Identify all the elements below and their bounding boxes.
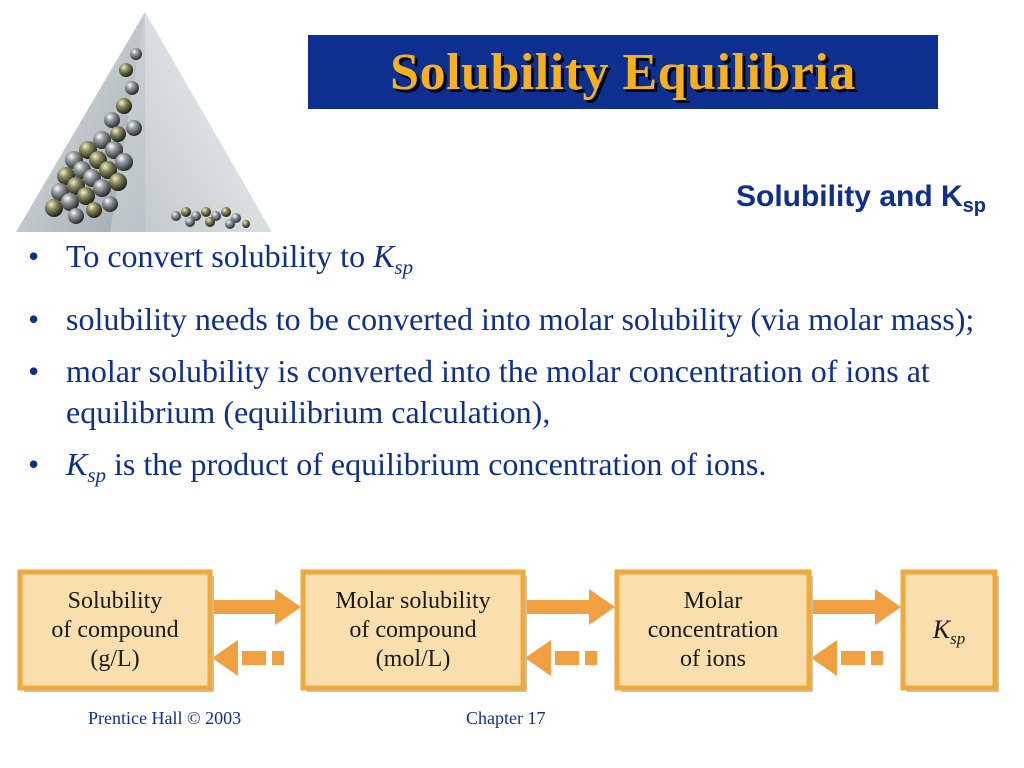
- flow-box-label: Molar: [683, 588, 743, 614]
- subtitle-main: Solubility and K: [735, 180, 963, 213]
- bullet-text: [66, 444, 998, 496]
- slide-subtitle: [736, 180, 986, 218]
- reverse-arrow-head: [212, 640, 238, 676]
- ksp-symbol: K: [66, 446, 88, 482]
- flow-box-label: of compound: [51, 617, 179, 643]
- reverse-arrow-head: [525, 640, 551, 676]
- crystal-pyramid-image: [14, 10, 276, 236]
- bullet-dot: •: [28, 238, 40, 274]
- flow-box-label: Solubility: [67, 588, 163, 614]
- reverse-arrow-shaft: [242, 651, 266, 665]
- reverse-arrow-dash: [585, 651, 597, 665]
- ksp-label: $K_{sp}$: [932, 615, 966, 648]
- flow-box-label: concentration: [647, 617, 779, 643]
- bullet-item-3: [28, 351, 998, 433]
- footer-copyright: Prentice Hall © 2003: [88, 708, 242, 728]
- ksp-symbol: K: [373, 238, 395, 274]
- reverse-arrow-shaft: [841, 651, 865, 665]
- bullet-item-1: [28, 236, 998, 288]
- footer-chapter: Chapter 17: [466, 708, 546, 728]
- flow-box-label: (mol/L): [375, 646, 451, 672]
- ksp-subscript: sp: [394, 255, 414, 279]
- forward-arrow-shaft: [809, 600, 877, 614]
- ksp-subscript: sp: [87, 463, 107, 487]
- bullet-dot: •: [28, 353, 40, 389]
- bullet-list: [28, 236, 998, 507]
- bullet-item-2: [28, 299, 998, 340]
- bullet-text: solubility needs to be converted into molar solubility (via molar mass);: [66, 301, 975, 337]
- forward-arrow-shaft: [210, 600, 277, 614]
- forward-arrow-head: [875, 589, 901, 625]
- bullet-item-4: [28, 444, 998, 496]
- reverse-arrow-dash: [871, 651, 883, 665]
- flow-box-label: of compound: [349, 617, 477, 643]
- slide-title: Solubility Equilibria: [390, 43, 856, 101]
- bullet-text: molar solubility is converted into the molar concentration of ions at equilibrium (equilibrium calculation),: [66, 353, 930, 430]
- reverse-arrow-head: [811, 640, 837, 676]
- forward-arrow-head: [589, 589, 615, 625]
- flow-box-label: Molar solubility: [335, 588, 491, 614]
- forward-arrow-shaft: [523, 600, 591, 614]
- title-banner: [308, 35, 938, 109]
- bullet-dot: •: [28, 301, 40, 337]
- flow-box-label: of ions: [680, 646, 746, 672]
- bullet-text-part: is the product of equilibrium concentration of ions.: [106, 446, 767, 482]
- conversion-flow-diagram: [0, 560, 1024, 700]
- forward-arrow-head: [275, 589, 301, 625]
- bullet-text: [66, 236, 998, 288]
- reverse-arrow-dash: [272, 651, 284, 665]
- subtitle-subscript: sp: [962, 195, 986, 217]
- bullet-dot: •: [28, 446, 40, 482]
- bullet-text-part: To convert solubility to: [66, 238, 374, 274]
- reverse-arrow-shaft: [555, 651, 579, 665]
- flow-box-label: (g/L): [90, 646, 140, 672]
